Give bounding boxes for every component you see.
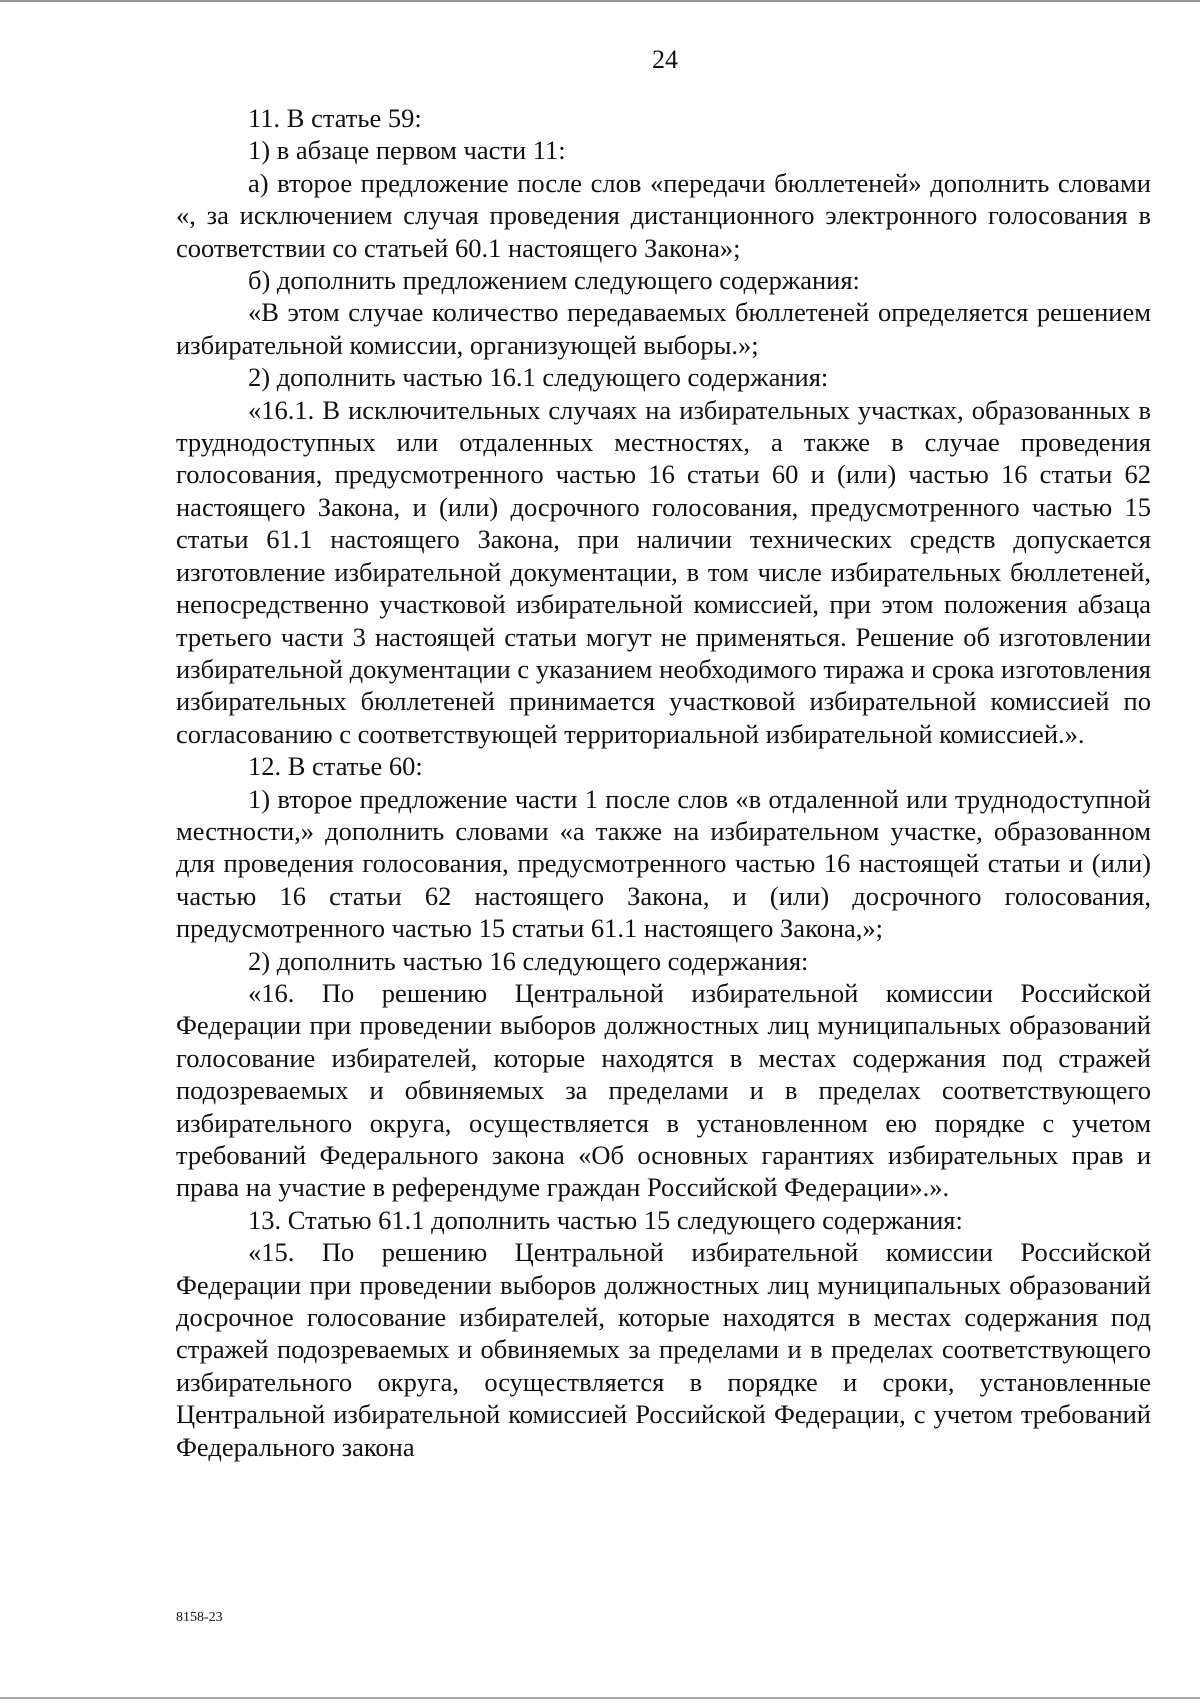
document-code: 8158-23 (176, 1610, 223, 1625)
paragraph-item-11-header: 11. В статье 59: (248, 103, 422, 133)
paragraph-part-16-1: «16.1. В исключительных случаях на избирательных участках, образованных в труднодоступных или отдаленных местностях, а также в случае проведения голосования, предусмотренного частью 16 статьи 60 и (или) частью 16 статьи 62 настоящего Закона, и (или) досрочного голосования, предусмотренного частью 15 статьи 61.1 настоящего Закона, при наличии технических средств допускается изготовление избирательной документации, в том числе избирательных бюллетеней, непосредственно участковой избирательной комиссией, при этом положения абзаца третьего части 3 настоящей статьи могут не применяться. Решение об изготовлении избирательной документации с указанием необходимого тиража и срока изготовления избирательных бюллетеней принимается участковой избирательной комиссией по согласованию с соответствующей территориальной избирательной комиссией.». (176, 394, 1151, 749)
paragraph-item-12-header: 12. В статье 60: (248, 751, 423, 782)
paragraph-quote-sentence: «В этом случае количество передаваемых бюллетеней определяется решением избирательной комиссии, организующей выборы.»; (176, 297, 1151, 360)
page-number: 24 (652, 45, 678, 74)
paragraph-subitem-2: 2) дополнить частью 16.1 следующего содержания: (248, 362, 829, 393)
paragraph-item-12-subitem-2: 2) дополнить частью 16 следующего содержания: (248, 945, 809, 976)
paragraph-part-15: «15. По решению Центральной избирательной комиссии Российской Федерации при проведении выборов должностных лиц муниципальных образований досрочное голосование избирателей, которые находятся в местах содержания под стражей подозреваемых и обвиняемых за пределами и в пределах соответствующего избирательного округа, осуществляется в порядке и сроки, установленные Центральной избирательной комиссией Российской Федерации, с учетом требований Федерального закона (176, 1237, 1151, 1462)
scan-edge-bottom (0, 1697, 1200, 1699)
paragraph-item-12-subitem-1: 1) второе предложение части 1 после слов «в отдаленной или труднодоступной местности,» дополнить словами «а также на избирательном участке, образованном для проведения голосования, предусмотренного частью 16 настоящей статьи и (или) частью 16 статьи 62 настоящего Закона, и (или) досрочного голосования, предусмотренного частью 15 статьи 61.1 настоящего Закона,»; (176, 783, 1151, 944)
paragraph-part-16: «16. По решению Центральной избирательной комиссии Российской Федерации при проведении выборов должностных лиц муниципальных образований голосование избирателей, которые находятся в местах содержания под стражей подозреваемых и обвиняемых за пределами и в пределах соответствующего избирательного округа, осуществляется в установленном ею порядке с учетом требований Федерального закона «Об основных гарантиях избирательных прав и права на участие в референдуме граждан Российской Федерации».». (176, 977, 1151, 1203)
paragraph-subitem-a: а) второе предложение после слов «передачи бюллетеней» дополнить словами «, за исключением случая проведения дистанционного электронного голосования в соответствии со статьей 60.1 настоящего Закона»; (176, 167, 1151, 263)
paragraph-subitem-1: 1) в абзаце первом части 11: (248, 135, 566, 166)
paragraph-subitem-b: б) дополнить предложением следующего содержания: (248, 265, 860, 296)
scan-edge-top (0, 0, 1200, 2)
document-body (176, 102, 1151, 1463)
paragraph-item-13-header: 13. Статью 61.1 дополнить частью 15 следующего содержания: (248, 1204, 963, 1235)
